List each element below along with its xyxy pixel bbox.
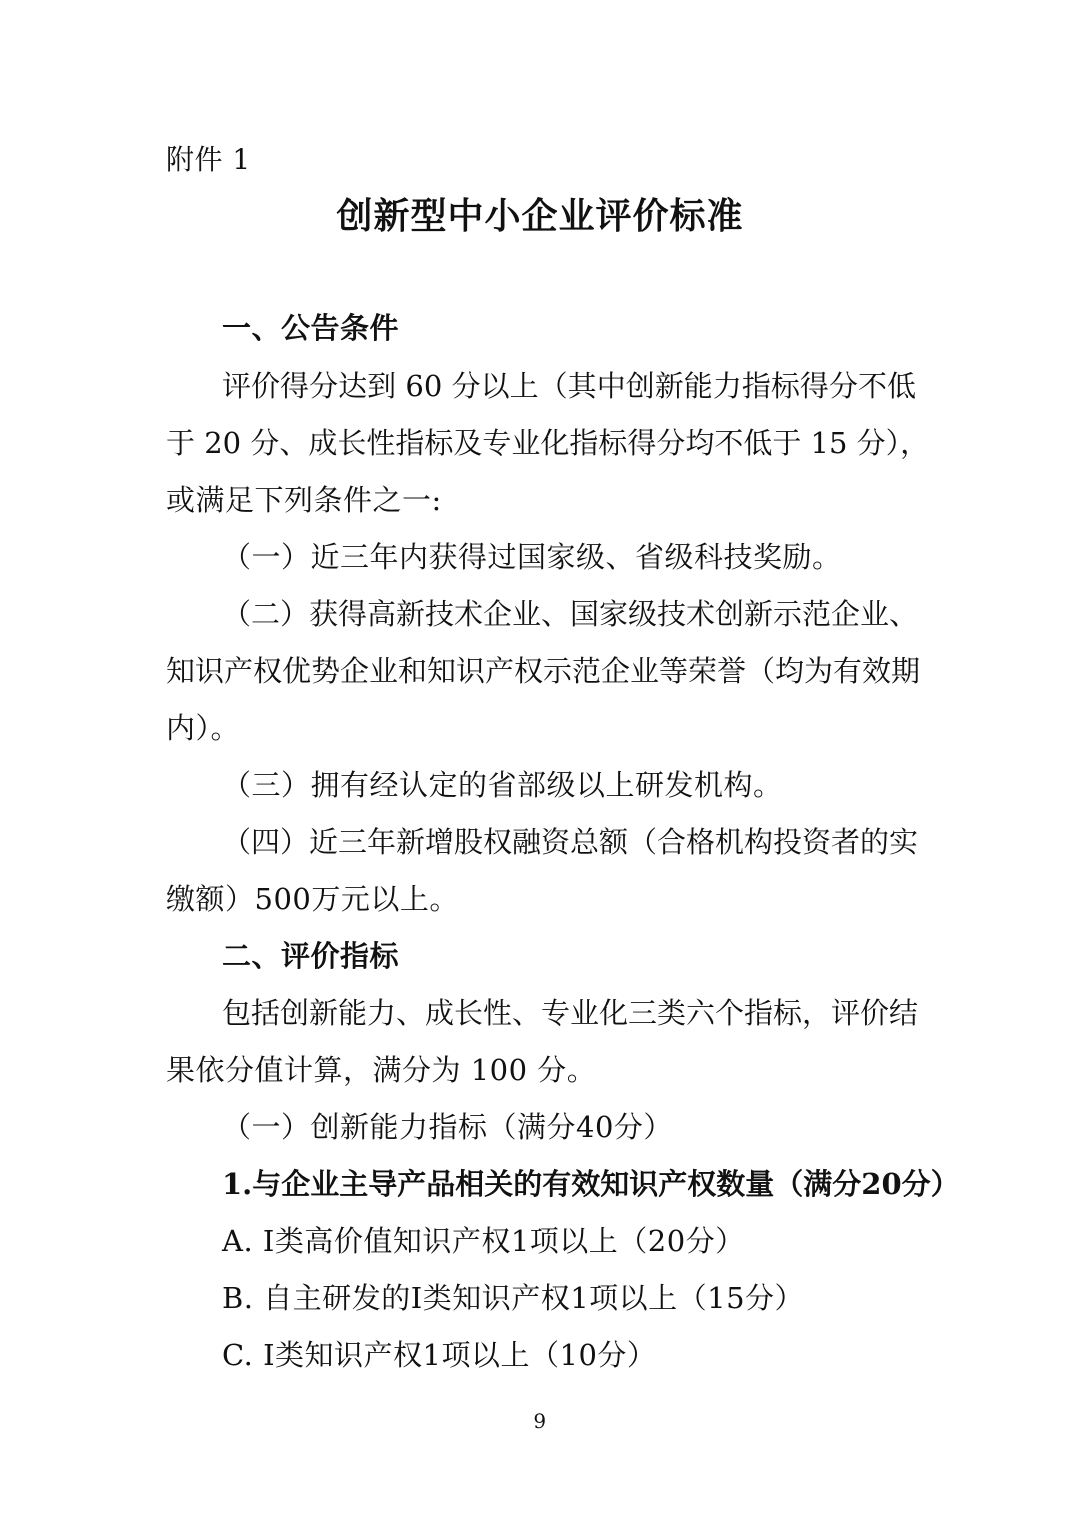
- page-number: 9: [533, 1409, 547, 1433]
- document-title: 创新型中小企业评价标准: [336, 195, 744, 237]
- condition-item-4-line: 缴额）500万元以上。: [166, 882, 459, 916]
- condition-item-2-line: 知识产权优势企业和知识产权示范企业等荣誉（均为有效期: [166, 654, 921, 688]
- condition-item-2-line: （二）获得高新技术企业、国家级技术创新示范企业、: [222, 597, 919, 631]
- indicator-heading-ip-count: 1.与企业主导产品相关的有效知识产权数量（满分20分）: [222, 1167, 960, 1201]
- option-a: A. I类高价值知识产权1项以上（20分）: [222, 1224, 745, 1258]
- subsection-heading-innovation-capability: （一）创新能力指标（满分40分）: [222, 1110, 673, 1144]
- paragraph-line: 于 20 分、成长性指标及专业化指标得分均不低于 15 分），: [166, 426, 930, 460]
- condition-item-3: （三）拥有经认定的省部级以上研发机构。: [222, 768, 783, 802]
- paragraph-line: 包括创新能力、成长性、专业化三类六个指标，评价结: [222, 996, 919, 1030]
- section-heading-announcement-conditions: 一、公告条件: [222, 311, 400, 345]
- section-heading-evaluation-indicators: 二、评价指标: [222, 939, 400, 973]
- condition-item-4-line: （四）近三年新增股权融资总额（合格机构投资者的实: [222, 825, 919, 859]
- paragraph-line: 或满足下列条件之一:: [166, 483, 442, 517]
- condition-item-2-line: 内）。: [166, 711, 241, 745]
- option-c: C. I类知识产权1项以上（10分）: [222, 1338, 657, 1372]
- option-b: B. 自主研发的I类知识产权1项以上（15分）: [222, 1281, 805, 1315]
- attachment-label: 附件 1: [166, 143, 251, 176]
- paragraph-line: 果依分值计算，满分为 100 分。: [166, 1053, 597, 1087]
- paragraph-line: 评价得分达到 60 分以上（其中创新能力指标得分不低: [222, 369, 916, 403]
- condition-item-1: （一）近三年内获得过国家级、省级科技奖励。: [222, 540, 842, 574]
